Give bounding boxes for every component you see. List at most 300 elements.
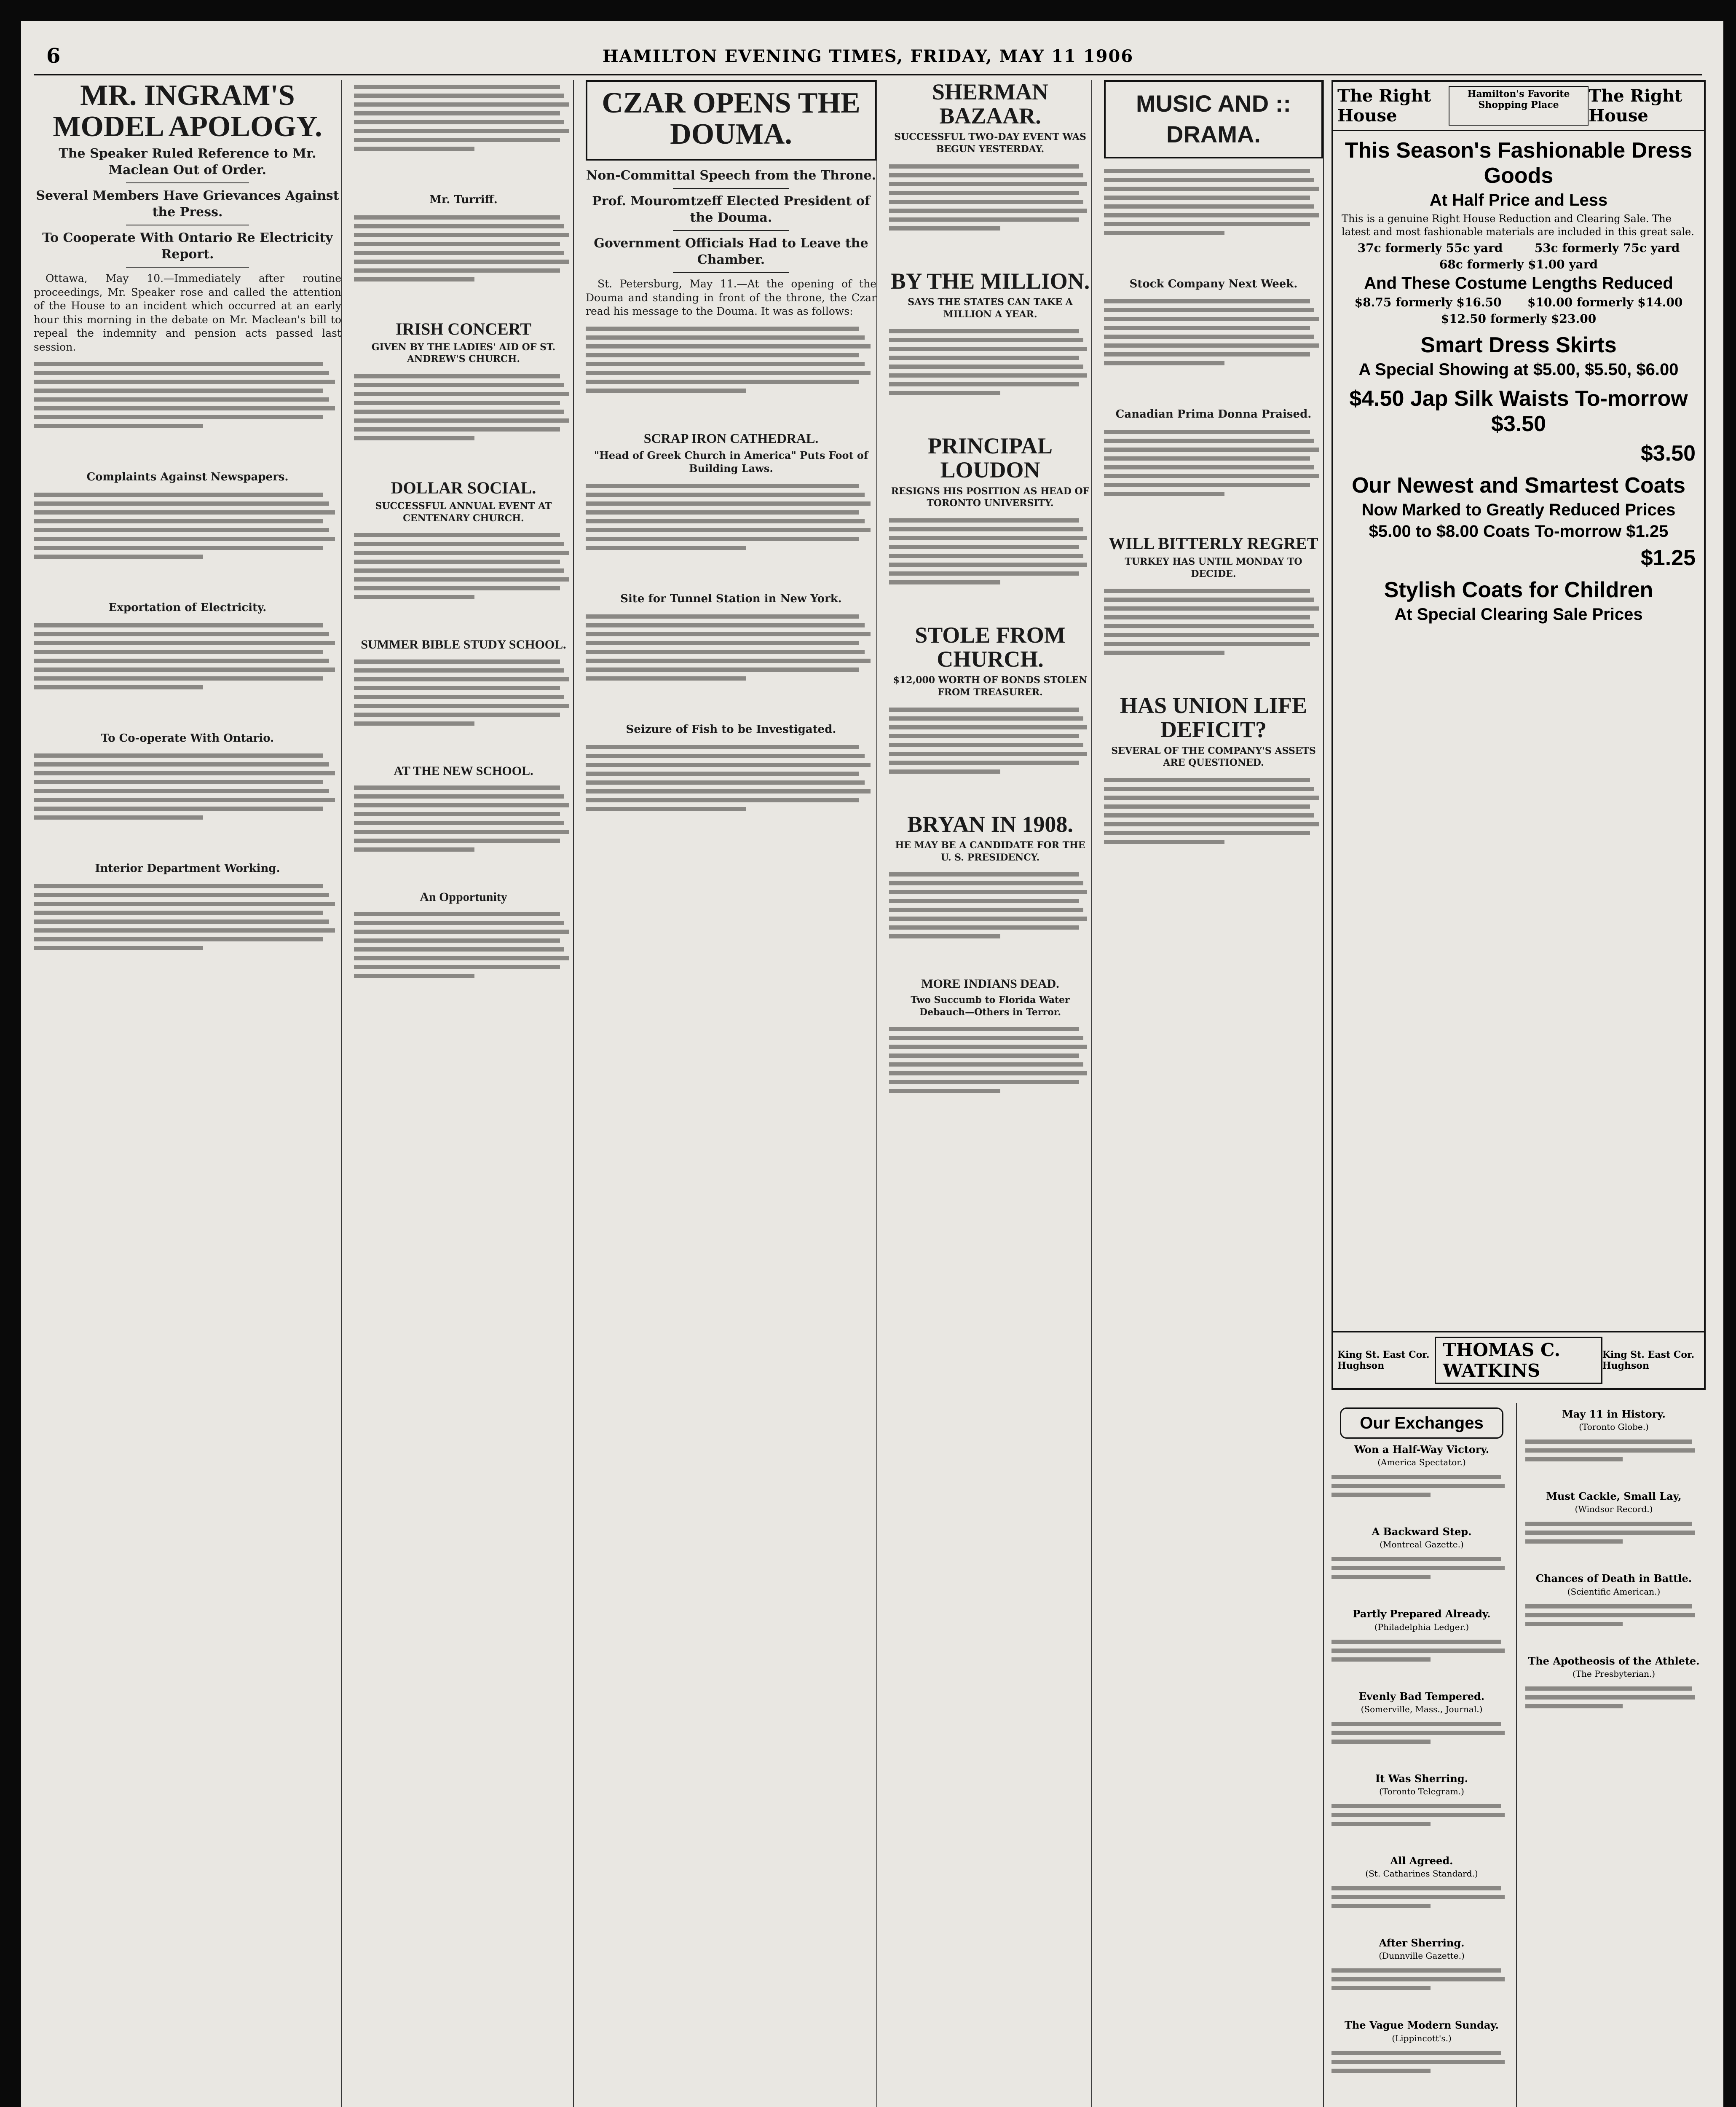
ad-header — [1333, 82, 1704, 131]
text-line — [586, 780, 865, 785]
text-line — [889, 365, 1083, 369]
text-line — [354, 704, 569, 708]
exchange-item-source: (Dunnville Gazette.) — [1379, 1951, 1465, 1961]
text-line — [34, 919, 329, 924]
exchange-item-source: (The Presbyterian.) — [1572, 1668, 1656, 1679]
text-line — [889, 1071, 1087, 1075]
text-line — [586, 667, 859, 672]
article-body-text — [1104, 164, 1323, 274]
text-line — [1104, 213, 1319, 217]
article-body-text — [889, 868, 1091, 977]
page-number: 6 — [46, 44, 61, 68]
text-line — [586, 353, 859, 357]
text-line — [889, 725, 1087, 729]
text-line — [1104, 615, 1310, 619]
ad-price: 37c formerly 55c yard — [1357, 241, 1503, 255]
text-line — [889, 554, 1083, 558]
text-line — [586, 650, 865, 654]
text-line — [1104, 589, 1310, 593]
article-body-text — [1331, 1964, 1512, 2014]
headline-indians: MORE INDIANS DEAD. — [921, 977, 1059, 991]
text-line — [354, 94, 564, 98]
text-line — [889, 347, 1087, 351]
headline-czar: CZAR OPENS THE DOUMA. — [602, 87, 860, 150]
text-line — [1104, 308, 1314, 312]
text-line — [1104, 651, 1224, 655]
text-line — [34, 659, 329, 663]
text-line — [1104, 361, 1224, 365]
text-line — [1104, 778, 1310, 782]
subhead-tunnel: Site for Tunnel Station in New York. — [620, 592, 842, 606]
text-line — [1104, 787, 1314, 791]
text-line — [34, 510, 335, 515]
exchange-item-source: (Toronto Telegram.) — [1379, 1786, 1464, 1796]
text-line — [889, 200, 1083, 204]
exchange-item-source: (Scientific American.) — [1567, 1586, 1661, 1597]
exchange-item-head: A Backward Step. — [1372, 1525, 1472, 1538]
text-line — [889, 1062, 1083, 1067]
text-line — [354, 533, 560, 537]
exchange-item-source: (Toronto Globe.) — [1579, 1422, 1649, 1432]
column-sherman — [889, 80, 1092, 2107]
exchange-item-source: (St. Catharines Standard.) — [1365, 1868, 1478, 1879]
text-line — [1331, 1731, 1505, 1735]
exchange-item-source: (Montreal Gazette.) — [1380, 1539, 1464, 1550]
ad-price-row — [1342, 441, 1696, 466]
article-lead-czar: St. Petersburg, May 11.—At the opening of the Douma and standing in front of the throne, the Czar read his message to the Douma. It was as follows: — [586, 278, 876, 317]
ad-price: 53c formerly 75c yard — [1534, 241, 1680, 255]
text-line — [889, 191, 1079, 195]
text-line — [1104, 483, 1310, 487]
subhead-electricity: Exportation of Electricity. — [108, 601, 267, 614]
text-line — [1525, 1604, 1692, 1608]
headline-bryan: BRYAN IN 1908. — [907, 811, 1073, 837]
ad-heading-silk-waists: $4.50 Jap Silk Waists To-morrow $3.50 — [1349, 386, 1688, 437]
text-line — [34, 501, 329, 506]
headline-irish-concert: IRISH CONCERT — [396, 319, 531, 338]
text-line — [1104, 352, 1310, 357]
text-line — [1331, 1986, 1431, 1990]
article-body-text — [889, 1022, 1091, 1132]
text-line — [586, 632, 871, 636]
exchange-item-head: Chances of Death in Battle. — [1535, 1572, 1692, 1585]
text-line — [1525, 1704, 1623, 1708]
headline-ingram: MR. INGRAM'S MODEL APOLOGY. — [53, 80, 322, 143]
text-line — [354, 686, 560, 690]
text-line — [354, 803, 569, 807]
masthead — [34, 40, 1702, 75]
headline-music-drama: MUSIC AND :: DRAMA. — [1104, 80, 1323, 158]
text-line — [34, 780, 323, 784]
text-line — [1525, 1457, 1623, 1461]
text-line — [889, 1054, 1079, 1058]
text-line — [34, 546, 323, 550]
ad-price-row — [1342, 295, 1696, 309]
text-line — [889, 881, 1083, 885]
text-line — [586, 362, 865, 366]
text-line — [354, 577, 569, 582]
exchanges-items — [1331, 1443, 1512, 2097]
deck-ingram-1: The Speaker Ruled Reference to Mr. Maclean Out of Order. — [59, 146, 316, 177]
article-body-text — [1525, 1435, 1702, 1485]
text-line — [354, 111, 560, 115]
ad-price-row — [1342, 257, 1696, 271]
text-line — [1104, 178, 1314, 182]
column-music — [1104, 80, 1324, 2107]
deck-ingram-2: Several Members Have Grievances Against the Press. — [36, 188, 339, 220]
text-line — [586, 807, 746, 811]
text-line — [1331, 1649, 1505, 1653]
exchange-item-head: It Was Sherring. — [1375, 1772, 1468, 1785]
text-line — [889, 545, 1079, 549]
text-line — [586, 493, 865, 497]
text-line — [889, 518, 1079, 523]
text-line — [1331, 1904, 1431, 1908]
subhead-turriff: Mr. Turriff. — [429, 193, 498, 206]
subhead-prima-donna: Canadian Prima Donna Praised. — [1115, 408, 1312, 421]
text-line — [34, 493, 323, 497]
headline-stole: STOLE FROM CHURCH. — [915, 622, 1066, 672]
text-line — [586, 745, 859, 749]
text-line — [586, 389, 746, 393]
exchange-item-source: (Windsor Record.) — [1575, 1504, 1653, 1515]
article-body-text — [586, 479, 876, 589]
right-house-advertisement — [1331, 80, 1706, 1390]
text-line — [1104, 222, 1310, 226]
text-line — [354, 374, 560, 378]
text-line — [586, 754, 865, 758]
text-line — [889, 761, 1079, 765]
text-line — [354, 568, 564, 573]
ad-heading-coats: Our Newest and Smartest Coats — [1352, 473, 1685, 498]
deck-czar-1: Non-Committal Speech from the Throne. — [586, 168, 876, 183]
text-line — [1331, 1886, 1501, 1890]
ad-heading-dress-goods: This Season's Fashionable Dress Goods — [1345, 138, 1693, 188]
exchange-item-head: After Sherring. — [1379, 1937, 1465, 1949]
rule — [126, 267, 249, 268]
newspaper-page — [21, 21, 1723, 2107]
text-line — [354, 277, 474, 281]
text-line — [34, 902, 335, 906]
text-line — [889, 1045, 1087, 1049]
ad-price-row — [1342, 312, 1696, 326]
text-line — [34, 519, 323, 523]
text-line — [34, 415, 323, 419]
text-line — [1331, 2069, 1431, 2073]
text-line — [1331, 2060, 1505, 2064]
text-line — [354, 668, 564, 673]
text-line — [34, 815, 203, 820]
text-line — [586, 623, 865, 627]
text-line — [889, 391, 1000, 395]
text-line — [1104, 813, 1314, 818]
ad-price-row — [1342, 545, 1696, 571]
text-line — [354, 956, 569, 960]
text-line — [354, 812, 560, 816]
text-line — [354, 224, 564, 228]
article-body-text — [889, 160, 1091, 269]
exchanges-left — [1331, 1403, 1517, 2107]
text-line — [34, 371, 329, 375]
text-line — [1331, 1484, 1505, 1488]
text-line — [1525, 1531, 1695, 1535]
text-line — [889, 536, 1087, 540]
text-line — [34, 555, 203, 559]
text-line — [354, 560, 560, 564]
text-line — [1104, 456, 1310, 461]
headline-box-czar — [586, 80, 876, 161]
headline-opportunity: An Opportunity — [420, 890, 507, 904]
text-line — [34, 685, 203, 689]
text-line — [1525, 1695, 1695, 1700]
deck-czar-3: Government Officials Had to Leave the Chamber. — [594, 236, 868, 267]
article-body-text — [1525, 1682, 1702, 1732]
text-line — [586, 676, 746, 681]
text-line — [354, 427, 560, 432]
article-body-text — [1104, 295, 1323, 404]
text-line — [889, 1089, 1000, 1093]
text-line — [1104, 633, 1319, 637]
text-line — [34, 641, 335, 645]
text-line — [889, 356, 1079, 360]
text-line — [354, 830, 569, 834]
headline-dollar-social: DOLLAR SOCIAL. — [391, 478, 536, 497]
text-line — [354, 721, 474, 726]
text-line — [354, 260, 569, 264]
text-line — [354, 383, 564, 387]
text-line — [889, 563, 1087, 567]
text-line — [1104, 187, 1319, 191]
text-line — [34, 667, 335, 672]
text-line — [586, 519, 865, 523]
text-line — [586, 344, 871, 348]
text-line — [1331, 1804, 1501, 1808]
text-line — [1104, 430, 1310, 434]
article-body-text — [889, 514, 1091, 623]
ad-subheading-skirts: A Special Showing at $5.00, $5.50, $6.00 — [1358, 360, 1679, 379]
text-line — [1104, 196, 1310, 200]
article-body-text — [1331, 1799, 1512, 1850]
text-line — [34, 753, 323, 758]
ad-merchant-name: THOMAS C. WATKINS — [1435, 1337, 1602, 1384]
text-line — [1331, 1493, 1431, 1497]
text-line — [889, 769, 1000, 774]
ad-price: $8.75 formerly $16.50 — [1354, 295, 1502, 310]
text-line — [354, 839, 560, 843]
text-line — [1331, 1977, 1505, 1981]
text-line — [1104, 831, 1310, 835]
text-line — [889, 373, 1087, 378]
text-line — [354, 147, 474, 151]
article-body-text — [1331, 1470, 1512, 1521]
subhead-complaints: Complaints Against Newspapers. — [86, 471, 289, 483]
article-body-text — [889, 703, 1091, 812]
text-line — [586, 327, 859, 331]
text-line — [1104, 231, 1224, 235]
text-line — [586, 614, 859, 619]
ad-subheading-coats: Now Marked to Greatly Reduced Prices — [1361, 501, 1676, 520]
masthead-title: HAMILTON EVENING TIMES, FRIDAY, MAY 11 1906 — [602, 46, 1134, 66]
article-body-text — [354, 528, 573, 638]
rule — [673, 188, 789, 189]
text-line — [354, 921, 564, 925]
text-line — [34, 946, 203, 950]
article-body-text — [354, 781, 573, 890]
text-line — [1331, 1722, 1501, 1726]
text-line — [354, 930, 569, 934]
article-body-text — [1525, 1517, 1702, 1568]
ad-price: $10.00 formerly $14.00 — [1527, 295, 1683, 310]
deck-million: SAYS THE STATES CAN TAKE A MILLION A YEAR. — [908, 297, 1073, 320]
exchange-item-head: Evenly Bad Tempered. — [1358, 1690, 1485, 1702]
exchange-item-source: (Lippincott's.) — [1392, 2033, 1452, 2043]
text-line — [354, 251, 564, 255]
text-line — [586, 501, 871, 506]
exchange-item-head: Must Cackle, Small Lay, — [1546, 1490, 1682, 1503]
text-line — [354, 138, 560, 142]
article-body-text — [1331, 1635, 1512, 1686]
ad-heading-costume: And These Costume Lengths Reduced — [1364, 274, 1673, 293]
text-line — [1331, 1740, 1431, 1744]
text-line — [34, 389, 323, 393]
article-body-text — [34, 619, 341, 728]
text-line — [34, 632, 329, 636]
text-line — [586, 335, 865, 340]
text-line — [1104, 822, 1319, 826]
text-line — [34, 406, 335, 410]
text-line — [34, 937, 323, 941]
deck-ingram-3: To Cooperate With Ontario Re Electricity Report. — [42, 231, 333, 262]
text-line — [354, 847, 474, 852]
text-line — [1104, 465, 1314, 469]
ad-big-price: $3.50 — [1640, 441, 1696, 466]
text-line — [34, 928, 335, 933]
text-line — [1331, 1813, 1505, 1817]
text-line — [889, 890, 1087, 894]
article-body-text — [1331, 1882, 1512, 1932]
text-line — [1104, 642, 1310, 646]
text-line — [354, 85, 560, 89]
text-line — [354, 233, 569, 237]
text-line — [354, 785, 560, 790]
text-line — [34, 893, 329, 897]
text-line — [354, 120, 564, 124]
text-line — [1104, 804, 1310, 809]
deck-indians: Two Succumb to Florida Water Debauch—Others in Terror. — [911, 994, 1070, 1018]
article-body-text — [1104, 584, 1323, 694]
text-line — [34, 362, 323, 366]
headline-new-school: AT THE NEW SCHOOL. — [394, 764, 533, 778]
article-lead-ingram: Ottawa, May 10.—Immediately after routine proceedings, Mr. Speaker rose and called the attention of the House to an incident which occurred at an early hour this morning in the debate on Mr. Maclean's bill to repeal the indemnity and pension acts passed last session. — [34, 272, 341, 353]
text-line — [586, 789, 871, 793]
text-line — [1104, 474, 1319, 478]
ad-heading-skirts: Smart Dress Skirts — [1420, 333, 1617, 358]
text-line — [889, 917, 1087, 921]
ad-store-name: The Right House — [1337, 86, 1431, 126]
text-line — [889, 934, 1000, 938]
text-line — [889, 209, 1087, 213]
text-line — [586, 763, 871, 767]
text-line — [1331, 1657, 1431, 1662]
text-line — [1331, 1640, 1501, 1644]
text-line — [1331, 1968, 1501, 1973]
text-line — [889, 329, 1079, 333]
text-line — [1525, 1686, 1692, 1691]
article-body-text — [354, 211, 573, 320]
deck-stole: $12,000 WORTH OF BONDS STOLEN FROM TREASURER. — [893, 675, 1088, 698]
text-line — [34, 911, 323, 915]
text-line — [354, 912, 560, 916]
history-items — [1525, 1407, 1702, 1732]
exchange-item-head: The Apotheosis of the Athlete. — [1528, 1654, 1700, 1667]
exchanges-title: Our Exchanges — [1340, 1407, 1503, 1439]
exchanges-right — [1525, 1403, 1702, 2107]
text-line — [889, 1027, 1079, 1031]
text-line — [1104, 335, 1314, 339]
text-line — [1331, 1566, 1505, 1570]
subhead-fish: Seizure of Fish to be Investigated. — [626, 723, 836, 736]
subhead-stock-company: Stock Company Next Week. — [1129, 277, 1298, 290]
article-body-text — [354, 655, 573, 764]
text-line — [1104, 343, 1319, 348]
headline-loudon: PRINCIPAL LOUDON — [928, 433, 1053, 483]
ad-price: $12.50 formerly $23.00 — [1441, 312, 1597, 326]
text-line — [889, 752, 1087, 756]
text-line — [586, 772, 859, 776]
ad-heading-coats-price: $5.00 to $8.00 Coats To-morrow $1.25 — [1369, 522, 1669, 541]
text-line — [1525, 1622, 1623, 1626]
article-body-text — [34, 357, 341, 467]
ad-footer — [1333, 1331, 1704, 1388]
article-body-text — [354, 370, 573, 479]
text-line — [586, 371, 871, 375]
text-line — [354, 677, 569, 681]
exchange-item-head: Won a Half-Way Victory. — [1354, 1443, 1490, 1456]
rule — [673, 272, 789, 273]
text-line — [1331, 1895, 1505, 1899]
subhead-interior: Interior Department Working. — [95, 862, 280, 875]
exchange-item-head: May 11 in History. — [1562, 1408, 1666, 1420]
text-line — [354, 695, 564, 699]
rule — [673, 230, 789, 231]
exchange-item-source: (Philadelphia Ledger.) — [1374, 1622, 1469, 1632]
text-line — [354, 401, 560, 405]
text-line — [586, 380, 859, 384]
ad-tagline: Hamilton's Favorite Shopping Place — [1449, 86, 1589, 126]
text-line — [354, 586, 560, 590]
text-line — [586, 484, 859, 488]
text-line — [889, 925, 1079, 930]
text-line — [889, 872, 1079, 877]
text-line — [354, 595, 474, 599]
article-body-text — [34, 879, 341, 989]
text-line — [889, 734, 1079, 738]
text-line — [34, 650, 323, 654]
text-line — [34, 537, 335, 541]
text-line — [889, 1080, 1079, 1084]
text-line — [889, 571, 1079, 576]
headline-summer-school: SUMMER BIBLE STUDY SCHOOL. — [361, 638, 566, 652]
deck-sherman: SUCCESSFUL TWO-DAY EVENT WAS BEGUN YESTERDAY. — [894, 131, 1086, 155]
subhead-ontario: To Co-operate With Ontario. — [101, 732, 274, 745]
text-line — [889, 182, 1087, 186]
text-line — [586, 537, 859, 541]
text-line — [889, 217, 1079, 222]
article-body-text — [1331, 2046, 1512, 2097]
deck-czar-2: Prof. Mouromtzeff Elected President of the Douma. — [592, 194, 870, 225]
text-line — [354, 410, 564, 414]
text-line — [34, 798, 335, 802]
